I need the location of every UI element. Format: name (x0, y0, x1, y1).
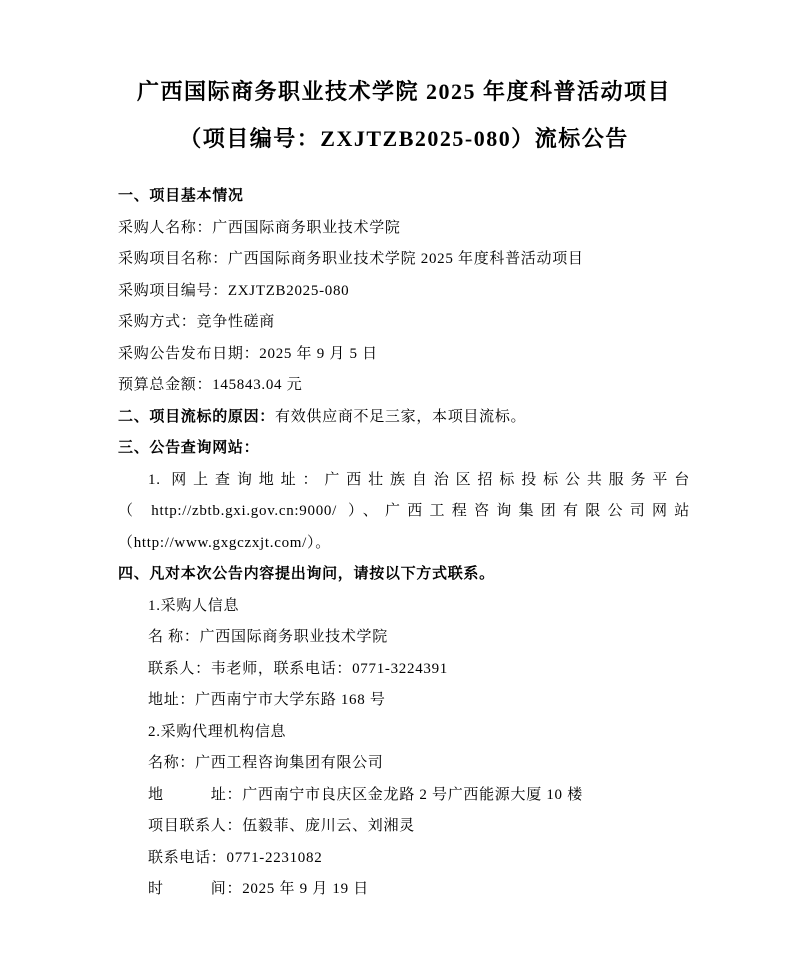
agency-info-address: 地 址：广西南宁市良庆区金龙路 2 号广西能源大厦 10 楼 (148, 786, 583, 803)
query-website-line-3: （http://www.gxgczxjt.com/）。 (118, 534, 331, 551)
section3-heading: 三、公告查询网站： (118, 440, 260, 456)
agency-info-contacts: 项目联系人：伍毅菲、庞川云、刘湘灵 (148, 818, 415, 834)
agency-info-name: 名称：广西工程咨询集团有限公司 (148, 755, 384, 771)
project-number-line: 采购项目编号：ZXJTZB2025-080 (118, 282, 350, 299)
title-line-2: （项目编号：ZXJTZB2025-080）流标公告 (179, 126, 629, 151)
title-line-1: 广西国际商务职业技术学院 2025 年度科普活动项目 (136, 79, 671, 104)
project-name-line: 采购项目名称：广西国际商务职业技术学院 2025 年度科普活动项目 (118, 251, 584, 267)
agency-info-heading: 2.采购代理机构信息 (148, 723, 287, 740)
purchaser-name-line: 采购人名称：广西国际商务职业技术学院 (118, 219, 401, 236)
section4-heading: 四、凡对本次公告内容提出询问，请按以下方式联系。 (118, 566, 495, 582)
agency-info-date: 时 间：2025 年 9 月 19 日 (148, 881, 369, 897)
purchaser-info-name: 名 称：广西国际商务职业技术学院 (148, 629, 388, 645)
agency-info-phone: 联系电话：0771-2231082 (148, 849, 323, 866)
query-website-line-2: （ http://zbtb.gxi.gov.cn:9000/ ）、广西工程咨询集团有限公司网站 (118, 503, 690, 519)
budget-total-line: 预算总金额：145843.04 元 (118, 377, 303, 393)
announcement-date-line: 采购公告发布日期：2025 年 9 月 5 日 (118, 345, 378, 362)
query-website-line-1: 1. 网上查询地址：广西壮族自治区招标投标公共服务平台 (148, 471, 690, 488)
purchaser-info-contact: 联系人：韦老师，联系电话：0771-3224391 (148, 660, 448, 677)
section2-line (118, 402, 690, 434)
purchaser-info-address: 地址：广西南宁市大学东路 168 号 (148, 692, 386, 708)
document-title (118, 68, 690, 162)
purchaser-info-heading: 1.采购人信息 (148, 597, 240, 614)
document-body (118, 181, 690, 906)
procurement-method-line: 采购方式：竞争性磋商 (118, 314, 276, 330)
failure-reason-text: 有效供应商不足三家，本项目流标。 (275, 408, 527, 425)
section1-heading: 一、项目基本情况 (118, 188, 244, 204)
section2-heading-label: 二、项目流标的原因： (118, 408, 276, 425)
